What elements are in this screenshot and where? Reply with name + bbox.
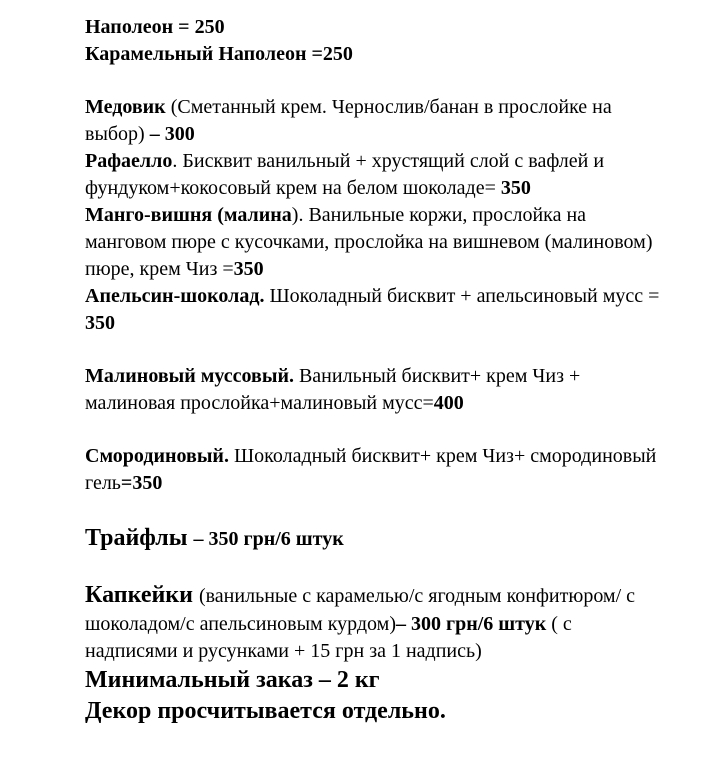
price-line (85, 202, 667, 283)
text-run: =350 (120, 472, 163, 494)
text-run: Шоколадный бисквит+ крем Чиз+ смородиновый гель (85, 445, 657, 494)
price-line (85, 363, 667, 417)
blank-line (85, 68, 667, 94)
price-line (85, 696, 667, 727)
text-run: Наполеон = 250 (85, 16, 225, 38)
blank-line (85, 337, 667, 363)
price-line (85, 523, 667, 554)
text-run: Карамельный Наполеон =250 (85, 43, 353, 65)
text-run: Ванильный бисквит+ крем Чиз + малиновая прослойка+малиновый мусс= (85, 365, 581, 414)
text-run: Медовик (85, 96, 166, 118)
text-run: ( с надписями и русунками + 15 грн за 1 надпись) (85, 613, 572, 662)
price-line (85, 41, 667, 68)
text-run: . Бисквит ванильный + хрустящий слой с вафлей и фундуком+кокосовый крем на белом шоколаде= (85, 150, 605, 199)
blank-line (85, 497, 667, 523)
price-line (85, 148, 667, 202)
blank-line (85, 417, 667, 443)
price-line (85, 283, 667, 337)
price-line (85, 580, 667, 665)
text-run: Шоколадный бисквит + апельсиновый мусс = (264, 285, 660, 307)
text-run: Минимальный заказ – 2 кг (85, 667, 380, 693)
text-run: Капкейки (85, 582, 199, 608)
price-line (85, 443, 667, 497)
price-line (85, 14, 667, 41)
text-run: – 350 грн/6 штук (193, 528, 344, 550)
text-run: Малиновый муссовый. (85, 365, 294, 387)
text-run: 350 (85, 312, 115, 334)
text-run: Апельсин-шоколад. (85, 285, 265, 307)
blank-line (85, 554, 667, 580)
text-run: (Сметанный крем. Чернослив/банан в прослойке на выбор) (85, 96, 612, 145)
text-run: Трайфлы (85, 525, 194, 551)
price-line (85, 665, 667, 696)
text-run: 350 (233, 258, 264, 280)
text-run: Манго-вишня (малина (85, 204, 292, 226)
price-line (85, 94, 667, 148)
text-run: Декор просчитывается отдельно. (85, 698, 446, 724)
text-run: 350 (500, 177, 531, 199)
text-run: (ванильные с карамелью/с ягодным конфитюром/ с шоколадом/с апельсиновым курдом) (85, 585, 636, 635)
text-run: ). Ванильные коржи, прослойка на манговом пюре с кусочками, прослойка на вишневом (малиновом) пюре, крем Чиз = (85, 204, 653, 280)
text-run: – 300 (149, 123, 195, 145)
price-list (85, 14, 667, 727)
text-run: 400 (433, 392, 464, 414)
text-run: – 300 грн/6 штук (395, 613, 547, 635)
text-run: Смородиновый. (85, 445, 229, 467)
text-run: Рафаелло (85, 150, 173, 172)
